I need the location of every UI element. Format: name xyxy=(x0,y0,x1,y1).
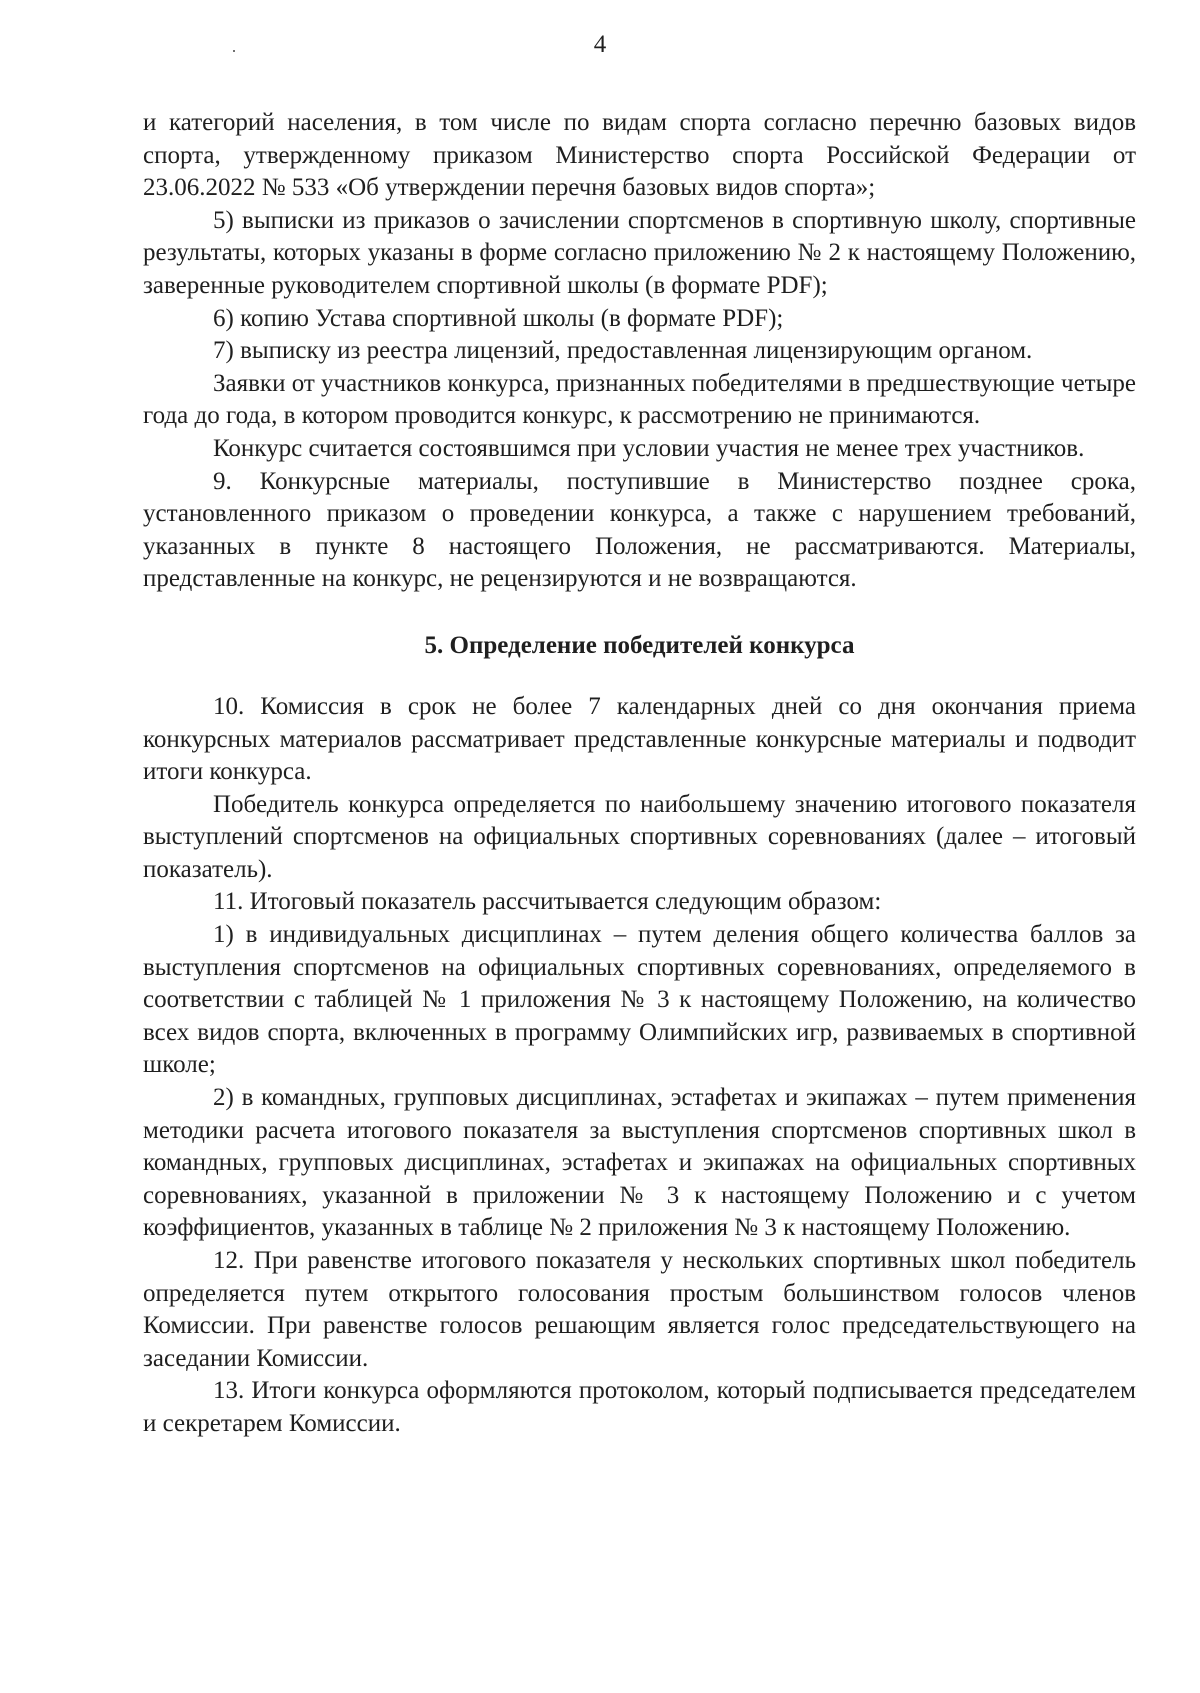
clause-12: 12. При равенстве итогового показателя у нескольких спортивных школ победитель определяется путем открытого голосования простым большинством голосов членов Комиссии. При равенстве голосов решающим является голос председательствующего на заседании Комиссии. xyxy=(143,1247,1136,1372)
clause-13: 13. Итоги конкурса оформляются протоколом, который подписывается председателем и секретарем Комиссии. xyxy=(143,1377,1136,1437)
paragraph-applications: Заявки от участников конкурса, признанных победителями в предшествующие четыре года до года, в котором проводится конкурс, к рассмотрению не принимаются. xyxy=(143,369,1136,430)
clause-10: 10. Комиссия в срок не более 7 календарных дней со дня окончания приема конкурсных материалов рассматривает представленные конкурсные материалы и подводит итоги конкурса. xyxy=(143,692,1136,786)
clause-11-item-1: 1) в индивидуальных дисциплинах – путем деления общего количества баллов за выступления спортсменов на официальных спортивных соревнованиях, определяемого в соответствии с таблицей № 1 приложения № 3 к настоящему Положению, на количество всех видов спорта, включенных в программу Олимпийских игр, развиваемых в спортивной школе; xyxy=(143,921,1136,1079)
clause-11: 11. Итоговый показатель рассчитывается следующим образом: xyxy=(213,888,882,916)
list-item-7: 7) выписку из реестра лицензий, предоставленная лицензирующим органом. xyxy=(213,337,1033,365)
clause-9: 9. Конкурсные материалы, поступившие в Министерство позднее срока, установленного приказом о проведении конкурса, а также с нарушением требований, указанных в пункте 8 настоящего Положения, не рассматриваются. Материалы, представленные на конкурс, не рецензируются и не возвращаются. xyxy=(143,467,1136,593)
paragraph-continuation: и категорий населения, в том числе по видам спорта согласно перечню базовых видов спорта, утвержденному приказом Министерство спорта Российской Федерации от 23.06.2022 № 533 «Об утверждении перечня базовых видов спорта»; xyxy=(143,109,1136,202)
clause-11-item-2: 2) в командных, групповых дисциплинах, эстафетах и экипажах – путем применения методики расчета итогового показателя за выступления спортсменов спортивных школ в командных, групповых дисциплинах, эстафетах и экипажах на официальных спортивных соревнованиях, указанной в приложении № 3 к настоящему Положению и с учетом коэффициентов, указанных в таблице № 2 приложения № 3 к настоящему Положению. xyxy=(143,1084,1136,1242)
paragraph-winner: Победитель конкурса определяется по наибольшему значению итогового показателя выступлений спортсменов на официальных спортивных соревнованиях (далее – итоговый показатель). xyxy=(143,790,1136,883)
document-body xyxy=(143,107,1136,1441)
list-item-5: 5) выписки из приказов о зачислении спортсменов в спортивную школу, спортивные результаты, которых указаны в форме согласно приложению № 2 к настоящему Положению, заверенные руководителем спортивной школы (в формате PDF); xyxy=(143,206,1136,299)
section-heading: 5. Определение победителей конкурса xyxy=(424,631,855,659)
list-item-6: 6) копию Устава спортивной школы (в формате PDF); xyxy=(213,304,784,332)
paragraph-contest-valid: Конкурс считается состоявшимся при условии участия не менее трех участников. xyxy=(213,434,1085,462)
page-number: 4 xyxy=(593,31,607,58)
scan-speck xyxy=(233,50,235,52)
